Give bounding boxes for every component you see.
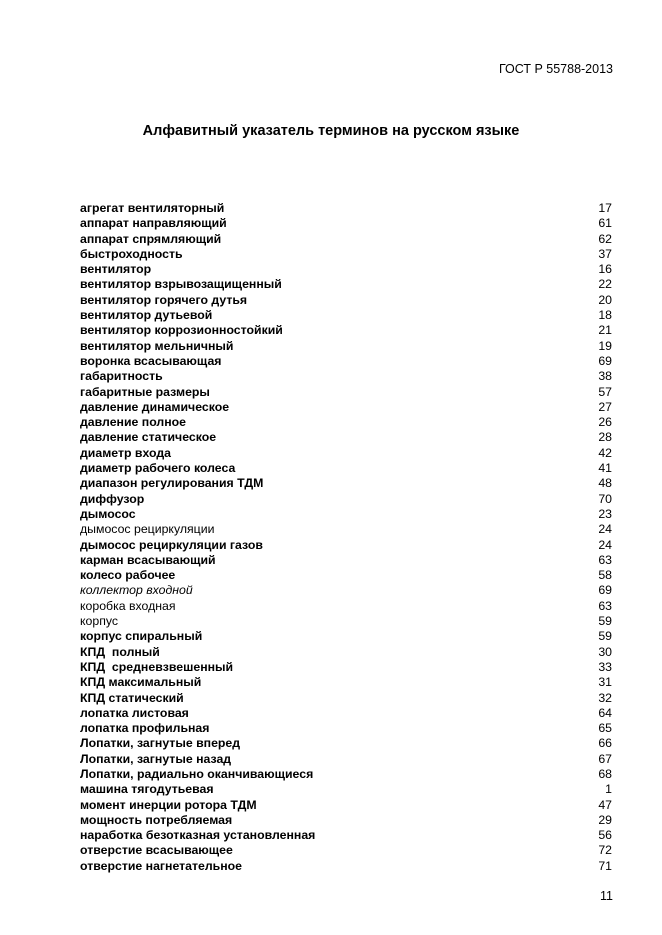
term-text: дымосос — [80, 506, 136, 521]
term-text: диапазон регулирования ТДМ — [80, 476, 264, 491]
term-page-ref: 68 — [598, 766, 612, 781]
page-title: Алфавитный указатель терминов на русском языке — [142, 123, 520, 139]
term-text: корпус — [80, 614, 119, 629]
term-page-ref: 42 — [598, 445, 612, 460]
term-text: давление полное — [80, 415, 186, 430]
term-row — [80, 415, 612, 430]
term-row — [80, 446, 612, 461]
term-page-ref: 21 — [598, 323, 612, 338]
term-text: лопатка профильная — [80, 721, 210, 736]
term-page-ref: 69 — [598, 583, 612, 598]
term-row — [80, 507, 612, 522]
term-row — [80, 247, 612, 262]
term-page-ref: 27 — [598, 399, 612, 414]
term-text: КПД полный — [80, 644, 160, 659]
term-page-ref: 72 — [598, 843, 612, 858]
term-row — [80, 859, 612, 874]
term-row — [80, 369, 612, 384]
term-row — [80, 262, 612, 277]
term-page-ref: 29 — [598, 812, 612, 827]
term-row — [80, 767, 612, 782]
term-row — [80, 232, 612, 247]
term-page-ref: 71 — [598, 858, 612, 873]
term-text: вентилятор коррозионностойкий — [80, 323, 283, 338]
term-page-ref: 63 — [598, 598, 612, 613]
term-page-ref: 22 — [598, 277, 612, 292]
term-text: вентилятор — [80, 262, 152, 277]
term-row — [80, 782, 612, 797]
term-text: мощность потребляемая — [80, 812, 233, 827]
term-page-ref: 65 — [598, 721, 612, 736]
term-text: аппарат направляющий — [80, 216, 227, 231]
term-text: вентилятор горячего дутья — [80, 292, 248, 307]
term-text: вентилятор взрывозащищенный — [80, 277, 282, 292]
term-page-ref: 18 — [598, 308, 612, 323]
standard-code: ГОСТ Р 55788-2013 — [498, 62, 613, 76]
term-row — [80, 599, 612, 614]
page-number: 11 — [600, 889, 613, 903]
term-row — [80, 798, 612, 813]
term-text: дымосос рециркуляции — [80, 522, 215, 537]
term-row — [80, 277, 612, 292]
term-text: габаритность — [80, 369, 163, 384]
term-page-ref: 19 — [598, 338, 612, 353]
term-row — [80, 293, 612, 308]
term-text: аппарат спрямляющий — [80, 231, 222, 246]
term-page-ref: 61 — [598, 216, 612, 231]
term-row — [80, 813, 612, 828]
term-text: момент инерции ротора ТДМ — [80, 797, 257, 812]
term-page-ref: 32 — [598, 690, 612, 705]
term-page-ref: 59 — [598, 629, 612, 644]
term-text: диффузор — [80, 491, 145, 506]
term-page-ref: 47 — [598, 797, 612, 812]
term-page-ref: 62 — [598, 231, 612, 246]
term-text: КПД статический — [80, 690, 184, 705]
term-page-ref: 24 — [598, 522, 612, 537]
term-row — [80, 323, 612, 338]
term-row — [80, 614, 612, 629]
term-text: давление статическое — [80, 430, 217, 445]
term-page-ref: 56 — [598, 828, 612, 843]
term-row — [80, 721, 612, 736]
term-row — [80, 354, 612, 369]
term-row — [80, 201, 612, 216]
term-page-ref: 16 — [598, 262, 612, 277]
term-row — [80, 706, 612, 721]
term-page-ref: 30 — [598, 644, 612, 659]
term-page-ref: 58 — [598, 568, 612, 583]
term-text: машина тягодутьевая — [80, 782, 214, 797]
term-row — [80, 400, 612, 415]
term-text: воронка всасывающая — [80, 353, 222, 368]
term-page-ref: 24 — [598, 537, 612, 552]
term-row — [80, 736, 612, 751]
term-page-ref: 33 — [598, 659, 612, 674]
term-row — [80, 828, 612, 843]
term-text: отверстие всасывающее — [80, 843, 233, 858]
term-page-ref: 31 — [598, 675, 612, 690]
term-text: КПД средневзвешенный — [80, 659, 234, 674]
term-text: корпус спиральный — [80, 629, 203, 644]
term-page-ref: 69 — [598, 353, 612, 368]
term-row — [80, 476, 612, 491]
term-text: Лопатки, радиально оканчивающиеся — [80, 766, 314, 781]
term-page-ref: 23 — [598, 506, 612, 521]
term-text: Лопатки, загнутые вперед — [80, 736, 241, 751]
term-row — [80, 553, 612, 568]
term-row — [80, 752, 612, 767]
term-text: диаметр рабочего колеса — [80, 461, 236, 476]
term-index-list — [80, 201, 612, 874]
term-page-ref: 59 — [598, 614, 612, 629]
term-row — [80, 522, 612, 537]
term-page-ref: 70 — [598, 491, 612, 506]
term-text: вентилятор дутьевой — [80, 308, 213, 323]
term-row — [80, 691, 612, 706]
term-page-ref: 48 — [598, 476, 612, 491]
term-row — [80, 843, 612, 858]
term-text: давление динамическое — [80, 399, 230, 414]
term-text: габаритные размеры — [80, 384, 210, 399]
term-text: отверстие нагнетательное — [80, 858, 243, 873]
term-page-ref: 67 — [598, 751, 612, 766]
term-page-ref: 57 — [598, 384, 612, 399]
term-row — [80, 339, 612, 354]
term-text: вентилятор мельничный — [80, 338, 234, 353]
term-row — [80, 461, 612, 476]
term-row — [80, 538, 612, 553]
term-row — [80, 583, 612, 598]
term-text: коллектор входной — [80, 583, 193, 598]
term-text: агрегат вентиляторный — [80, 201, 225, 215]
term-text: лопатка листовая — [80, 705, 189, 720]
term-text: колесо рабочее — [80, 568, 176, 583]
term-page-ref: 17 — [598, 201, 612, 215]
term-page-ref: 20 — [598, 292, 612, 307]
term-row — [80, 568, 612, 583]
term-page-ref: 38 — [598, 369, 612, 384]
term-page-ref: 63 — [598, 552, 612, 567]
term-text: КПД максимальный — [80, 675, 202, 690]
term-row — [80, 660, 612, 675]
term-page-ref: 26 — [598, 415, 612, 430]
term-row — [80, 430, 612, 445]
term-row — [80, 629, 612, 644]
term-row — [80, 492, 612, 507]
term-text: быстроходность — [80, 246, 183, 261]
term-row — [80, 385, 612, 400]
term-text: карман всасывающий — [80, 552, 216, 567]
term-text: Лопатки, загнутые назад — [80, 751, 232, 766]
term-row — [80, 645, 612, 660]
term-page-ref: 64 — [598, 705, 612, 720]
term-page-ref: 66 — [598, 736, 612, 751]
term-row — [80, 675, 612, 690]
term-page-ref: 1 — [605, 782, 612, 797]
term-page-ref: 41 — [598, 461, 612, 476]
term-page-ref: 28 — [598, 430, 612, 445]
term-row — [80, 216, 612, 231]
term-text: коробка входная — [80, 598, 176, 613]
term-text: диаметр входа — [80, 445, 172, 460]
term-text: наработка безотказная установленная — [80, 828, 316, 843]
term-text: дымосос рециркуляции газов — [80, 537, 263, 552]
term-page-ref: 37 — [598, 246, 612, 261]
term-row — [80, 308, 612, 323]
